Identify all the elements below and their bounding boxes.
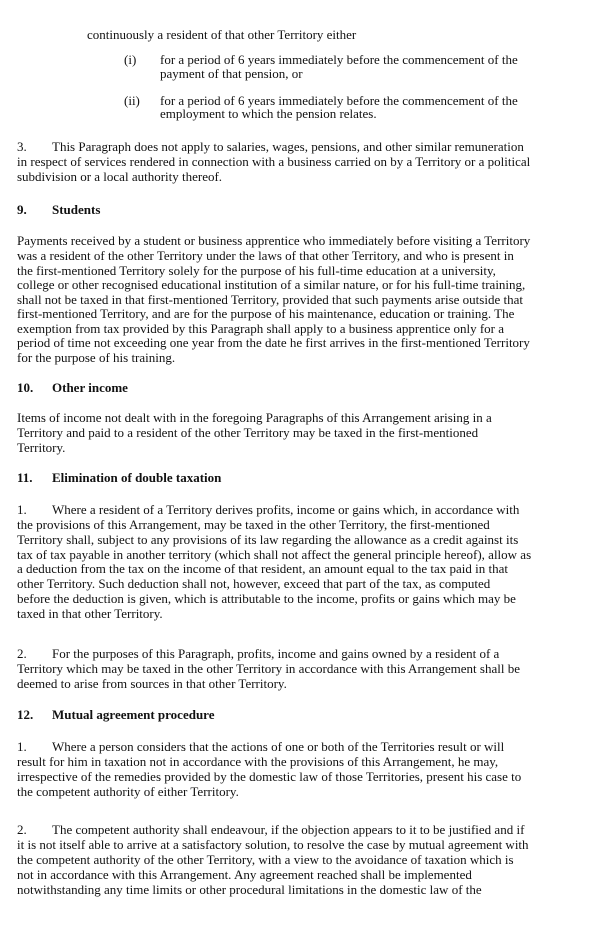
intro-line: continuously a resident of that other Territory either (87, 27, 357, 42)
paragraph-line: The competent authority shall endeavour, if the objection appears to it to be justified and if (52, 822, 525, 837)
section-title: Other income (52, 380, 128, 395)
paragraph-line: notwithstanding any time limits or other procedural limitations in the domestic law of the (17, 882, 482, 897)
paragraph-line: deemed to arise from sources in that other Territory. (17, 676, 287, 691)
section-title: Mutual agreement procedure (52, 707, 215, 722)
paragraph-number: 2. (17, 822, 27, 837)
paragraph-line: For the purposes of this Paragraph, profits, income and gains owned by a resident of a (52, 646, 500, 661)
paragraph-number: 2. (17, 646, 27, 661)
paragraph-line: Territory. (17, 440, 66, 455)
section-title: Elimination of double taxation (52, 470, 222, 485)
paragraph-line: tax of tax payable in another territory (which shall not affect the general principle hereof), allow as (17, 547, 532, 562)
paragraph-line: This Paragraph does not apply to salaries, wages, pensions, and other similar remuneration (52, 139, 524, 154)
paragraph-line: the competent authority of the other Territory, with a view to the avoidance of taxation which is (17, 852, 514, 867)
paragraph-line: Where a person considers that the actions of one or both of the Territories result or will (52, 739, 505, 754)
paragraph-line: not in accordance with this Arrangement. Any agreement reached shall be implemented (17, 867, 472, 882)
paragraph-line: was a resident of the other Territory under the laws of that other Territory, and who is present in (17, 248, 514, 263)
paragraph-line: it is not itself able to arrive at a satisfactory solution, to resolve the case by mutual agreement with (17, 837, 529, 852)
paragraph-line: subdivision or a local authority thereof. (17, 169, 223, 184)
paragraph-line: the competent authority of either Territory. (17, 784, 239, 799)
paragraph-line: Items of income not dealt with in the foregoing Paragraphs of this Arrangement arising in a (17, 410, 492, 425)
paragraph-number: 1. (17, 502, 27, 517)
paragraph-line: first-mentioned Territory, and are for the purpose of his maintenance, education or training. The (17, 306, 515, 321)
item-marker-i: (i) (124, 52, 137, 67)
paragraph-line: the first-mentioned Territory solely for the purpose of his full-time education at a university, (17, 263, 496, 278)
section-number: 12. (17, 707, 34, 722)
paragraph-line: other Territory. Such deduction shall not, however, exceed that part of the tax, as computed (17, 576, 491, 591)
paragraph-line: in respect of services rendered in connection with a business carried on by a Territory or a political (17, 154, 531, 169)
paragraph-line: irrespective of the remedies provided by the domestic law of those Territories, present his case to (17, 769, 522, 784)
paragraph-number: 3. (17, 139, 27, 154)
section-title: Students (52, 202, 101, 217)
paragraph-line: taxed in that other Territory. (17, 606, 163, 621)
paragraph-line: result for him in taxation not in accordance with the provisions of this Arrangement, he may, (17, 754, 499, 769)
item-i-line: for a period of 6 years immediately before the commencement of the (160, 52, 518, 67)
paragraph-line: for the purpose of his training. (17, 350, 176, 365)
paragraph-line: Territory and paid to a resident of the other Territory may be taxed in the first-mentioned (17, 425, 479, 440)
section-number: 9. (17, 202, 27, 217)
item-ii-line: employment to which the pension relates. (160, 106, 377, 121)
paragraph-line: Territory which may be taxed in the other Territory in accordance with this Arrangement shall be (17, 661, 520, 676)
item-i-line: payment of that pension, or (160, 66, 303, 81)
paragraph-line: before the deduction is given, which is attributable to the income, profits or gains which may be (17, 591, 516, 606)
section-number: 11. (17, 470, 33, 485)
paragraph-line: period of time not exceeding one year from the date he first arrives in the first-mentioned Territory (17, 335, 530, 350)
paragraph-line: a deduction from the tax on the income of that resident, an amount equal to the tax paid in that (17, 561, 508, 576)
paragraph-line: shall not be taxed in that first-mentioned Territory, provided that such payments arise outside that (17, 292, 523, 307)
paragraph-line: college or other recognised educational institution of a similar nature, or for his full-time training, (17, 277, 526, 292)
paragraph-number: 1. (17, 739, 27, 754)
item-ii-line: for a period of 6 years immediately before the commencement of the (160, 93, 518, 108)
paragraph-line: exemption from tax provided by this Paragraph shall apply to a business apprentice only for a (17, 321, 505, 336)
paragraph-line: Where a resident of a Territory derives profits, income or gains which, in accordance with (52, 502, 520, 517)
paragraph-line: Payments received by a student or business apprentice who immediately before visiting a Territory (17, 233, 531, 248)
item-marker-ii: (ii) (124, 93, 140, 108)
section-number: 10. (17, 380, 34, 395)
paragraph-line: the provisions of this Arrangement, may be taxed in the other Territory, the first-mentioned (17, 517, 490, 532)
paragraph-line: Territory shall, subject to any provisions of its law regarding the allowance as a credit against its (17, 532, 519, 547)
